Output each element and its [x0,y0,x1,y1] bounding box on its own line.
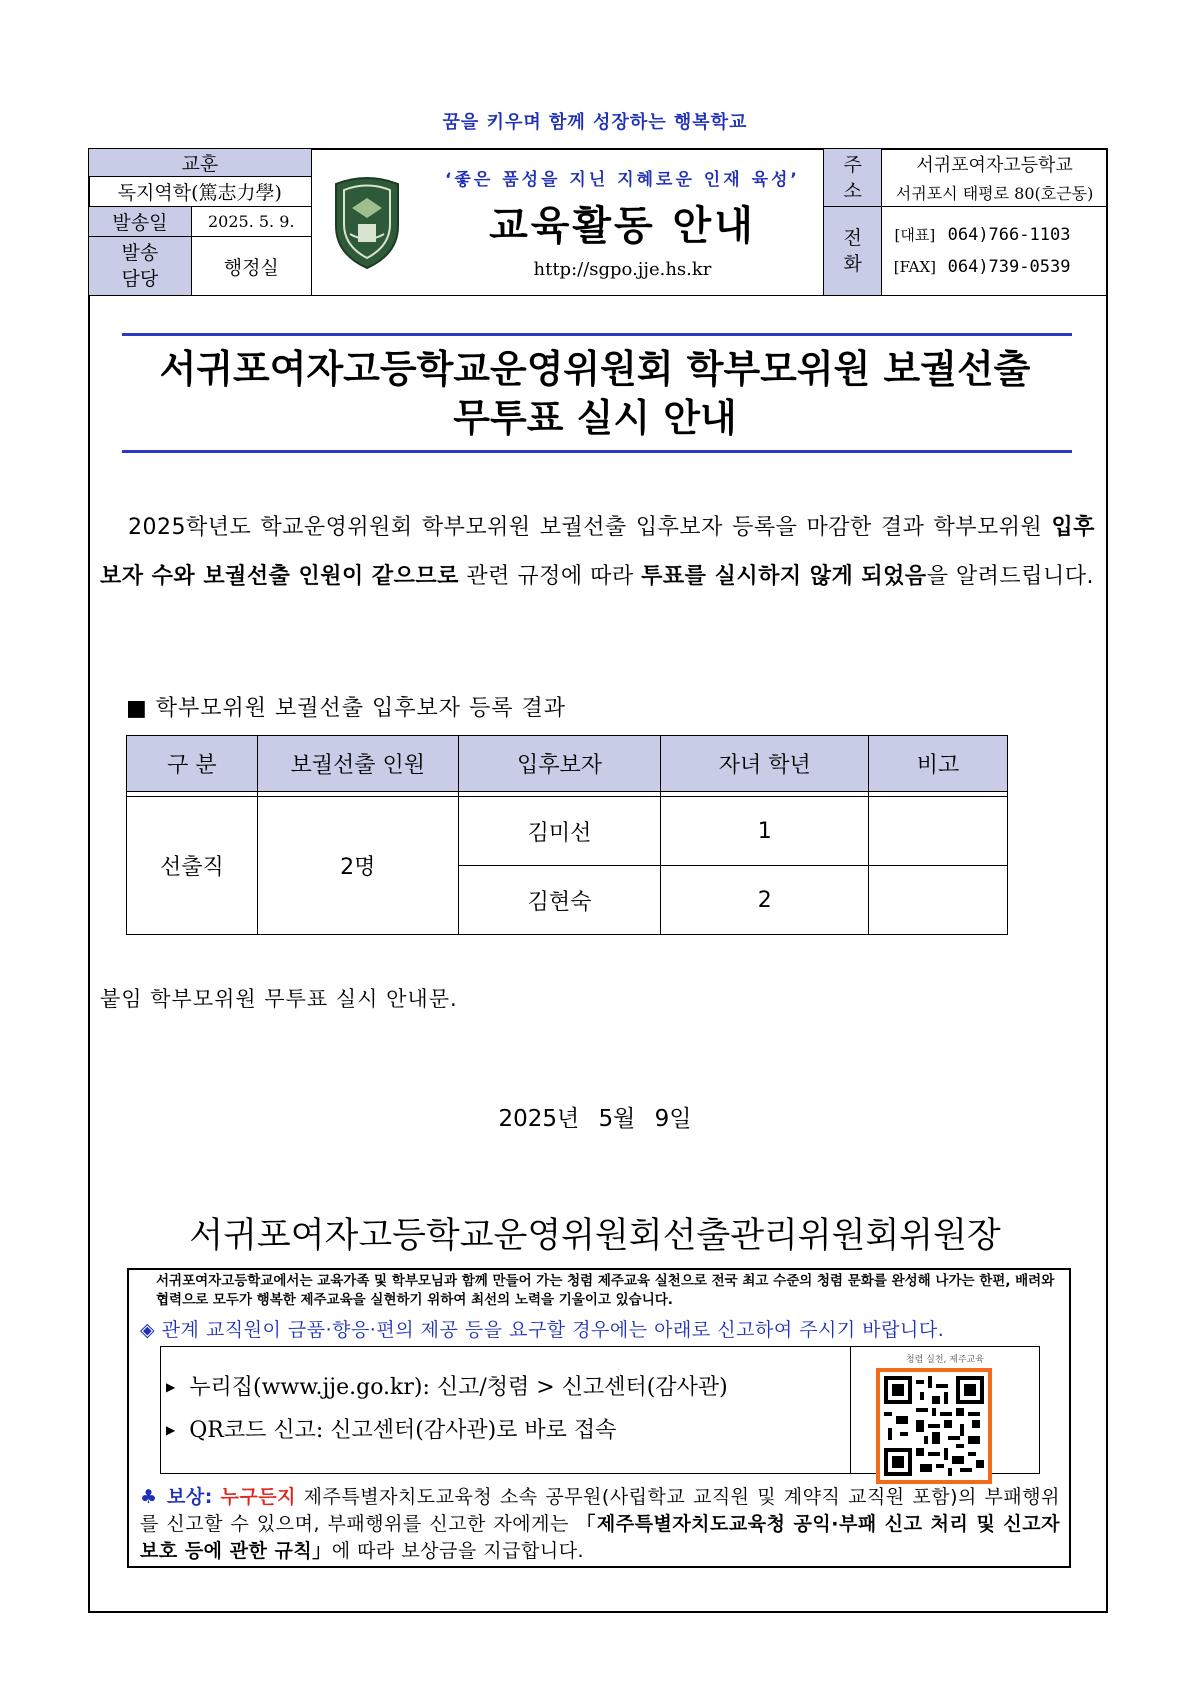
phone-label: 전 화 [824,207,882,296]
fax-number: 064)739-0539 [947,257,1071,277]
school-slogan: 꿈을 키우며 함께 성장하는 행복학교 [442,112,748,133]
report-item-website[interactable]: ▶ 누리집(www.jje.go.kr): 신고/청렴 > 신고센터(감사관) [166,1375,728,1400]
motto-label: 교훈 [89,149,312,177]
report-item-qr[interactable]: ▶ QR코드 신고: 신고센터(감사관)로 바로 접속 [166,1418,617,1443]
table-row [127,797,1008,866]
triangle-bullet-icon: ▶ [166,1423,176,1437]
col-header-note: 비고 [869,736,1008,792]
school-emblem-icon [328,174,406,270]
sender-label: 발송 담당 [89,237,192,296]
school-address: 서귀포시 태평로 80(호근동) [895,184,1094,203]
header-title: 교육활동 안내 [489,202,756,249]
candidate-grade: 2 [661,866,869,935]
candidate-note [869,866,1008,935]
school-url[interactable]: http://sgpo.jje.hs.kr [533,258,712,280]
reward-who: 누구든지 [220,1486,296,1508]
signer: 서귀포여자고등학교운영위원회선출관리위원회위원장 [189,1216,1001,1256]
motto-text: ‘좋은 품성을 지닌 지혜로운 인재 육성’ [445,169,800,190]
category-cell: 선출직 [127,797,258,935]
sent-date-label: 발송일 [89,207,192,237]
reward-label: ♣ 보상: [140,1486,213,1508]
report-instruction: ◈ 관계 교직원이 금품·향응·편의 제공 등을 요구할 경우에는 아래로 신고하여 주시기 바랍니다. [140,1319,945,1341]
document-date: 2025년 5월 9일 [498,1106,692,1132]
candidate-name: 김미선 [458,797,661,866]
candidate-name: 김현숙 [458,866,661,935]
sender: 행정실 [191,237,311,296]
reward-notice: ♣ 보상: 누구든지 제주특별자치도교육청 소속 공무원(사립학교 교직원 및 계약직 교직원 포함)의 부패행위를 신고할 수 있으며, 부패행위를 신고한 자에게는 「제주특별자치도교육청 공익·부패 신고 처리 및 신고자 보호 등에 관한 규칙」에 따라 보상금을 지급합니다. [140,1486,1060,1562]
motto-value: 독지역학(篤志力學) [89,177,312,207]
col-header-category: 구 분 [127,736,258,792]
title-rule-top [122,333,1072,336]
main-phone-label: [대표] [894,226,936,244]
title-rule-bottom [122,450,1072,453]
fax-label: [FAX] [893,258,937,276]
main-phone: 064)766-1103 [947,225,1071,245]
col-header-grade: 자녀 학년 [661,736,869,792]
integrity-intro: 서귀포여자고등학교에서는 교육가족 및 학부모님과 함께 만들어 가는 청렴 제주교육 실천으로 전국 최고 수준의 청렴 문화를 완성해 나가는 한편, 배려와 협력으로 모두가 행복한 제주교육을 실현하기 위하여 최선의 노력을 기울이고 있습니다. [156,1273,1055,1308]
attachment-note: 붙임 학부모위원 무투표 실시 안내문. [100,987,458,1011]
body-paragraph: 2025학년도 학교운영위원회 학부모위원 보궐선출 입후보자 등록을 마감한 결과 학부모위원 입후보자 수와 보궐선출 인원이 같으므로 관련 규정에 따라 투표를 실시하지 않게 되었음을 알려드립니다. [100,515,1095,589]
sent-date: 2025. 5. 9. [191,207,311,237]
qr-code-icon[interactable] [876,1368,992,1484]
result-table [126,735,1008,935]
address-label: 주 소 [824,149,882,207]
reward-rule: 「제주특별자치도교육청 공익·부패 신고 처리 및 신고자 보호 등에 관한 규칙」 [140,1513,1060,1562]
qr-caption: 청렴 실천, 제주교육 [905,1355,985,1365]
candidate-grade: 1 [661,797,869,866]
candidate-note [869,797,1008,866]
school-name: 서귀포여자고등학교 [916,155,1073,176]
col-header-candidate: 입후보자 [458,736,661,792]
section-title: ■ 학부모위원 보궐선출 입후보자 등록 결과 [126,696,567,721]
document-title: 서귀포여자고등학교운영위원회 학부모위원 보궐선출 무투표 실시 안내 [159,347,1031,440]
col-header-count: 보궐선출 인원 [257,736,458,792]
triangle-bullet-icon: ▶ [166,1380,176,1394]
count-cell: 2명 [257,797,458,935]
document-header [88,148,1108,296]
